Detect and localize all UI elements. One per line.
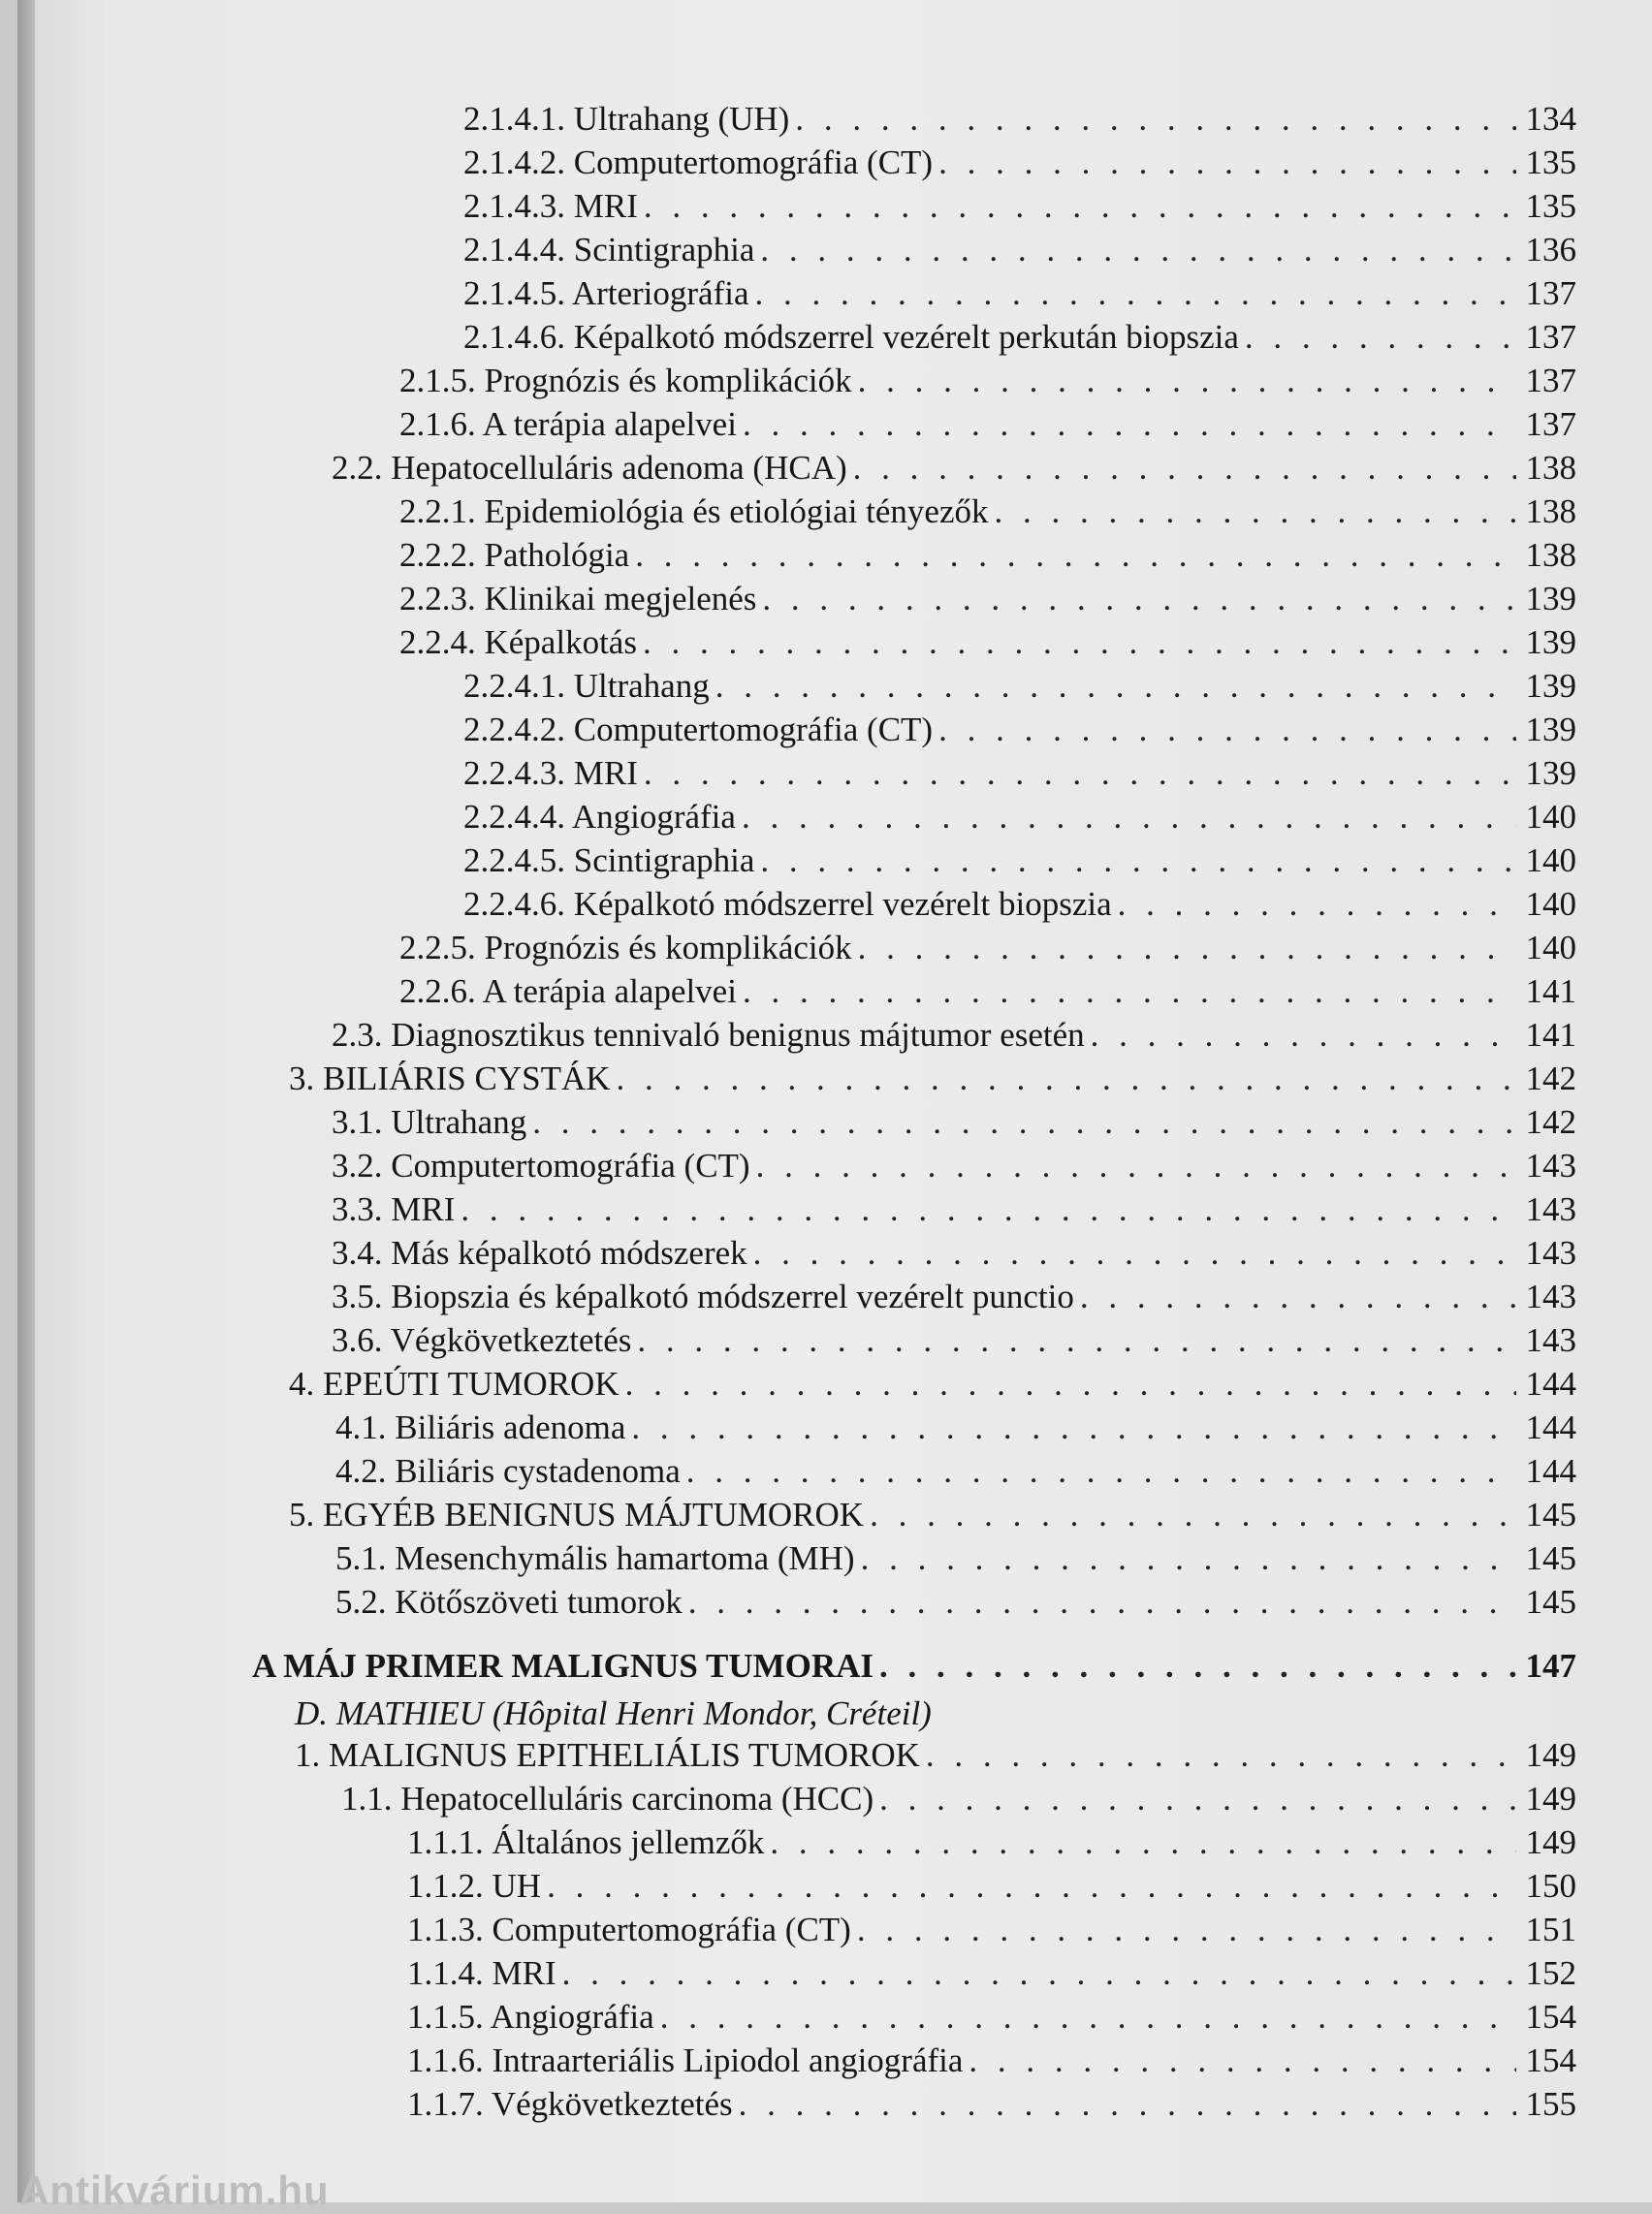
toc-entry-page: 147 (1525, 1647, 1576, 1685)
toc-leader-dots (617, 1059, 1516, 1099)
toc-entry-page: 138 (1525, 492, 1576, 530)
toc-leader-dots (853, 448, 1516, 489)
toc-entry-label: 2.1.6. A terápia alapelvei (399, 405, 737, 443)
toc-entry-page: 143 (1525, 1147, 1576, 1185)
toc-entry-label: 2.2.4.5. Scintigraphia (463, 841, 755, 879)
toc-entry-label: 4.2. Biliáris cystadenoma (335, 1452, 681, 1490)
toc-entry-label: 2.2.4. Képalkotás (399, 623, 637, 661)
toc-entry-label: 2.1.4.5. Arteriográfia (463, 274, 749, 312)
toc-entry-label: 2.1.4.1. Ultrahang (UH) (463, 100, 790, 138)
toc-entry-label: 1.1.7. Végkövetkeztetés (407, 2085, 733, 2123)
toc-entry (289, 1364, 1576, 1405)
toc-entry (332, 1015, 1576, 1056)
toc-entry-page: 143 (1525, 1190, 1576, 1228)
toc-entry-page: 150 (1525, 1867, 1576, 1905)
toc-entry-label: 2.2.5. Prognózis és komplikációk (399, 929, 852, 966)
toc-leader-dots (1080, 1277, 1516, 1317)
toc-entry-label: 2.2.2. Pathológia (399, 536, 630, 574)
toc-leader-dots (1091, 1015, 1516, 1056)
toc-leader-dots (1245, 317, 1516, 358)
toc-leader-dots (760, 840, 1516, 881)
toc-entry-page: 145 (1525, 1496, 1576, 1534)
toc-entry (332, 448, 1576, 489)
toc-leader-dots (715, 666, 1516, 707)
toc-entry (295, 1735, 1576, 1776)
toc-entry-label: 2.1.4.6. Képalkotó módszerrel vezérelt perkután biopszia (463, 318, 1239, 356)
toc-leader-dots (879, 1779, 1516, 1819)
toc-entry-label: 1.1.6. Intraarteriális Lipiodol angiográfia (407, 2041, 964, 2079)
toc-entry (335, 1582, 1576, 1623)
toc-entry (463, 273, 1576, 314)
toc-entry-page: 140 (1525, 929, 1576, 966)
toc-entry-label: 2.2.3. Klinikai megjelenés (399, 580, 757, 617)
toc-leader-dots (857, 1910, 1516, 1950)
toc-entry (463, 840, 1576, 881)
toc-entry (335, 1407, 1576, 1448)
toc-leader-dots (686, 1451, 1516, 1492)
toc-entry (407, 1866, 1576, 1907)
toc-leader-dots (879, 1646, 1516, 1687)
toc-entry-page: 154 (1525, 1998, 1576, 2036)
toc-entry (407, 2084, 1576, 2125)
toc-leader-dots (926, 1735, 1516, 1776)
toc-entry-label: 1.1.2. UH (407, 1867, 542, 1905)
toc-entry (407, 1822, 1576, 1863)
toc-entry (399, 971, 1576, 1012)
book-spine (17, 0, 35, 2202)
toc-entry (335, 1451, 1576, 1492)
toc-entry (463, 884, 1576, 925)
toc-leader-dots (743, 971, 1516, 1012)
toc-entry-label: 5.2. Kötőszöveti tumorok (335, 1583, 683, 1621)
toc-entry-page: 137 (1525, 405, 1576, 443)
toc-entry (407, 1953, 1576, 1994)
toc-entry-label: 3.2. Computertomográfia (CT) (332, 1147, 750, 1185)
toc-entry-page: 141 (1525, 1016, 1576, 1054)
toc-entry-page: 142 (1525, 1060, 1576, 1097)
toc-entry (407, 2040, 1576, 2081)
toc-leader-dots (461, 1189, 1516, 1230)
toc-entry-page: 140 (1525, 841, 1576, 879)
toc-leader-dots (870, 1495, 1516, 1535)
toc-entry (332, 1146, 1576, 1186)
toc-entry-page: 136 (1525, 231, 1576, 269)
toc-leader-dots (637, 1320, 1516, 1361)
toc-entry-label: 1.1.1. Általános jellemzők (407, 1823, 765, 1861)
toc-entry-page: 138 (1525, 449, 1576, 487)
toc-entry-page: 139 (1525, 623, 1576, 661)
toc-entry-page: 143 (1525, 1321, 1576, 1359)
toc-entry-page: 143 (1525, 1278, 1576, 1315)
toc-entry-page: 141 (1525, 972, 1576, 1010)
toc-leader-dots (938, 142, 1516, 183)
toc-entry-label: 2.1.4.2. Computertomográfia (CT) (463, 143, 934, 181)
toc-entry (399, 622, 1576, 663)
toc-leader-dots (760, 230, 1516, 270)
toc-entry-label: 2.1.4.3. MRI (463, 187, 638, 225)
toc-entry (399, 491, 1576, 532)
toc-section-heading (252, 1646, 1576, 1687)
toc-entry-label: 3.6. Végkövetkeztetés (332, 1321, 632, 1359)
toc-leader-dots (770, 1822, 1516, 1863)
toc-leader-dots (631, 1407, 1516, 1448)
toc-leader-dots (532, 1102, 1516, 1143)
toc-leader-dots (742, 797, 1516, 838)
toc-entry-page: 135 (1525, 143, 1576, 181)
toc-entry-page: 135 (1525, 187, 1576, 225)
toc-entry (289, 1495, 1576, 1535)
toc-entry-page: 139 (1525, 754, 1576, 792)
toc-entry (289, 1059, 1576, 1099)
toc-entry-page: 139 (1525, 580, 1576, 617)
toc-entry-page: 149 (1525, 1736, 1576, 1774)
toc-leader-dots (753, 1233, 1516, 1274)
toc-entry-page: 144 (1525, 1408, 1576, 1446)
toc-entry-page: 142 (1525, 1103, 1576, 1141)
toc-entry-page: 152 (1525, 1954, 1576, 1992)
toc-leader-dots (858, 361, 1516, 401)
toc-leader-dots (1118, 884, 1516, 925)
toc-entry (463, 230, 1576, 270)
toc-entry (407, 1997, 1576, 2038)
toc-leader-dots (756, 1146, 1516, 1186)
toc-entry-label: 2.2.4.3. MRI (463, 754, 638, 792)
toc-leader-dots (762, 579, 1516, 619)
toc-leader-dots (861, 1538, 1516, 1579)
toc-entry (399, 361, 1576, 401)
toc-entry-page: 149 (1525, 1823, 1576, 1861)
toc-entry-label: 1.1.3. Computertomográfia (CT) (407, 1911, 851, 1948)
toc-entry-page: 137 (1525, 318, 1576, 356)
toc-entry (332, 1277, 1576, 1317)
toc-entry-page: 145 (1525, 1539, 1576, 1577)
toc-entry-label: 2.2.4.4. Angiográfia (463, 798, 736, 836)
toc-entry-label: 2.2.6. A terápia alapelvei (399, 972, 737, 1010)
toc-entry-page: 144 (1525, 1365, 1576, 1403)
toc-entry (332, 1320, 1576, 1361)
toc-entry (332, 1233, 1576, 1274)
toc-entry (399, 928, 1576, 968)
toc-entry-page: 137 (1525, 362, 1576, 399)
toc-leader-dots (644, 186, 1516, 227)
toc-entry-page: 155 (1525, 2085, 1576, 2123)
toc-leader-dots (688, 1582, 1516, 1623)
toc-leader-dots (644, 753, 1516, 794)
toc-entry-label: 5.1. Mesenchymális hamartoma (MH) (335, 1539, 855, 1577)
toc-leader-dots (643, 622, 1516, 663)
toc-entry-label: 1. MALIGNUS EPITHELIÁLIS TUMOROK (295, 1736, 920, 1774)
toc-entry (463, 797, 1576, 838)
toc-entry (399, 535, 1576, 576)
toc-entry-page: 138 (1525, 536, 1576, 574)
toc-leader-dots (562, 1953, 1516, 1994)
toc-entry-label: 2.3. Diagnosztikus tennivaló benignus májtumor esetén (332, 1016, 1085, 1054)
toc-entry-label: 3.3. MRI (332, 1190, 456, 1228)
toc-entry-label: 1.1.4. MRI (407, 1954, 556, 1992)
toc-entry-page: 137 (1525, 274, 1576, 312)
toc-entry-label: 2.1.4.4. Scintigraphia (463, 231, 755, 269)
toc-entry-page: 140 (1525, 798, 1576, 836)
chapter-author: D. MATHIEU (Hôpital Henri Mondor, Créteil) (295, 1694, 932, 1732)
toc-entry (407, 1910, 1576, 1950)
toc-entry (463, 710, 1576, 750)
toc-entry-page: 154 (1525, 2041, 1576, 2079)
toc-entry-label: 5. EGYÉB BENIGNUS MÁJTUMOROK (289, 1496, 865, 1534)
toc-entry-page: 139 (1525, 667, 1576, 705)
toc-leader-dots (795, 99, 1516, 140)
toc-leader-dots (635, 535, 1516, 576)
toc-leader-dots (938, 710, 1516, 750)
toc-entry-label: 3.1. Ultrahang (332, 1103, 527, 1141)
toc-entry-label: 2.2. Hepatocelluláris adenoma (HCA) (332, 449, 847, 487)
toc-leader-dots (969, 2040, 1516, 2081)
toc-entry (335, 1538, 1576, 1579)
toc-entry-page: 139 (1525, 711, 1576, 748)
toc-leader-dots (739, 2084, 1516, 2125)
toc-entry-label: 1.1. Hepatocelluláris carcinoma (HCC) (341, 1780, 874, 1818)
toc-entry (399, 579, 1576, 619)
toc-leader-dots (858, 928, 1516, 968)
toc-entry (463, 99, 1576, 140)
watermark-text: Antikvárium.hu (19, 2167, 330, 2213)
toc-entry (463, 753, 1576, 794)
toc-leader-dots (660, 1997, 1516, 2038)
toc-entry (463, 142, 1576, 183)
toc-entry-page: 145 (1525, 1583, 1576, 1621)
toc-entry (341, 1779, 1576, 1819)
toc-entry-label: 2.2.4.2. Computertomográfia (CT) (463, 711, 934, 748)
toc-entry (463, 186, 1576, 227)
toc-entry-page: 140 (1525, 885, 1576, 923)
toc-entry-page: 144 (1525, 1452, 1576, 1490)
toc-leader-dots (995, 491, 1517, 532)
toc-entry (463, 666, 1576, 707)
toc-entry-label: 3. BILIÁRIS CYSTÁK (289, 1060, 611, 1097)
toc-entry-label: 3.4. Más képalkotó módszerek (332, 1234, 747, 1272)
toc-leader-dots (743, 404, 1516, 445)
toc-entry (332, 1189, 1576, 1230)
toc-entry (399, 404, 1576, 445)
toc-leader-dots (755, 273, 1517, 314)
toc-entry-label: A MÁJ PRIMER MALIGNUS TUMORAI (252, 1647, 874, 1685)
toc-entry (463, 317, 1576, 358)
toc-leader-dots (547, 1866, 1516, 1907)
toc-entry-page: 151 (1525, 1911, 1576, 1948)
toc-entry-label: 2.1.5. Prognózis és komplikációk (399, 362, 852, 399)
toc-entry-label: 4. EPEÚTI TUMOROK (289, 1365, 620, 1403)
toc-entry (332, 1102, 1576, 1143)
toc-entry-label: 1.1.5. Angiográfia (407, 1998, 654, 2036)
toc-entry-label: 2.2.4.1. Ultrahang (463, 667, 710, 705)
toc-entry-label: 4.1. Biliáris adenoma (335, 1408, 626, 1446)
toc-leader-dots (625, 1364, 1516, 1405)
toc-entry-page: 143 (1525, 1234, 1576, 1272)
toc-entry-page: 149 (1525, 1780, 1576, 1818)
toc-entry-label: 2.2.1. Epidemiológia és etiológiai tényezők (399, 492, 989, 530)
toc-entry-page: 134 (1525, 100, 1576, 138)
toc-entry-label: 2.2.4.6. Képalkotó módszerrel vezérelt biopszia (463, 885, 1112, 923)
toc-entry-label: 3.5. Biopszia és képalkotó módszerrel vezérelt punctio (332, 1278, 1074, 1315)
